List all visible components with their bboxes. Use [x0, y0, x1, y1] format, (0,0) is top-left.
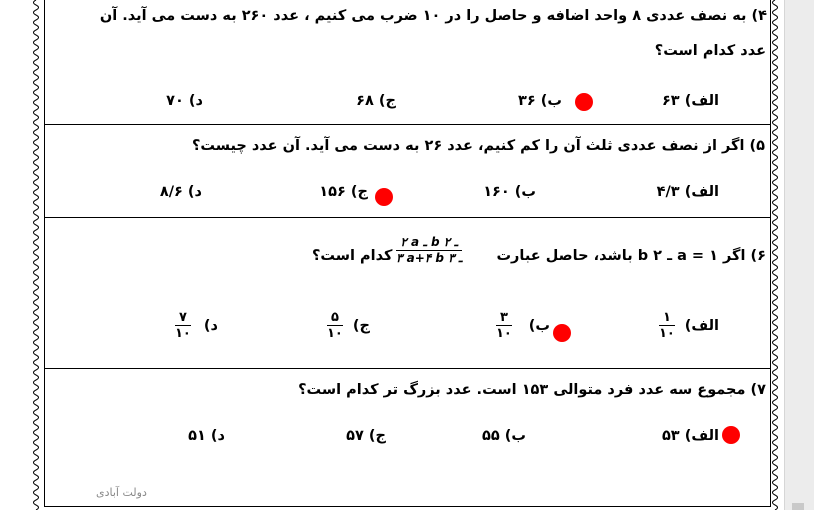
expression-denominator: ۳ a+۴ b ـ ۳: [396, 251, 463, 265]
expression-fraction: [396, 235, 462, 266]
q5-option-c[interactable]: ج) ۱۵۶: [319, 184, 368, 200]
numerator: ۱: [662, 310, 671, 325]
vertical-scrollbar[interactable]: [784, 0, 814, 510]
denominator: ۱۰: [659, 326, 675, 341]
selected-answer-marker: [553, 324, 571, 342]
separator-line: [45, 124, 770, 125]
q6-option-b-fraction: [496, 310, 512, 341]
denominator: ۱۰: [175, 326, 191, 341]
q4-option-d[interactable]: د) ۷۰: [166, 93, 203, 109]
question-6-text-end: کدام است؟: [312, 248, 393, 264]
q7-option-a[interactable]: الف) ۵۳: [661, 428, 719, 444]
q5-option-d[interactable]: د) ۸/۶: [159, 184, 202, 200]
selected-answer-marker: [722, 426, 740, 444]
q5-option-a[interactable]: الف) ۴/۳: [656, 184, 719, 200]
question-7-text: ۷) مجموع سه عدد فرد متوالی ۱۵۳ است. عدد بزرگ تر کدام است؟: [298, 382, 766, 398]
expression-numerator: ۲ a ـ b ـ ۲: [400, 235, 458, 249]
selected-answer-marker: [375, 188, 393, 206]
q6-option-c-label[interactable]: ج): [352, 318, 370, 334]
q4-option-b[interactable]: ب) ۳۶: [518, 93, 562, 109]
q6-option-a-label[interactable]: الف): [684, 318, 719, 334]
question-4-line-2: عدد کدام است؟: [654, 43, 766, 59]
question-6-text-start: ۶) اگر ۱ = a ـ ۲ b باشد، حاصل عبارت: [496, 248, 766, 264]
q6-option-d-fraction: [175, 310, 191, 341]
numerator: ۳: [499, 310, 508, 325]
left-wavy-border: [30, 0, 42, 510]
q5-option-b[interactable]: ب) ۱۶۰: [483, 184, 536, 200]
q6-option-c-fraction: [327, 310, 343, 341]
separator-line: [45, 368, 770, 369]
q6-option-d-label[interactable]: د): [203, 318, 218, 334]
q6-option-a-fraction: [659, 310, 675, 341]
numerator: ۷: [178, 310, 187, 325]
author-footer: دولت آبادی: [96, 486, 147, 499]
q7-option-c[interactable]: ج) ۵۷: [346, 428, 386, 444]
q7-option-b[interactable]: ب) ۵۵: [482, 428, 526, 444]
question-5-text: ۵) اگر از نصف عددی ثلث آن را کم کنیم، عدد ۲۶ به دست می آید. آن عدد چیست؟: [191, 138, 765, 154]
q6-option-b-label[interactable]: ب): [528, 318, 550, 334]
denominator: ۱۰: [327, 326, 343, 341]
scroll-down-arrow-icon[interactable]: [792, 503, 804, 510]
question-4-line-1: ۴) به نصف عددی ۸ واحد اضافه و حاصل را در ۱۰ ضرب می کنیم ، عدد ۲۶۰ به دست می آید. آن: [99, 8, 767, 24]
numerator: ۵: [330, 310, 339, 325]
denominator: ۱۰: [496, 326, 512, 341]
q4-option-c[interactable]: ج) ۶۸: [356, 93, 396, 109]
separator-line: [45, 217, 770, 218]
selected-answer-marker: [575, 93, 593, 111]
q7-option-d[interactable]: د) ۵۱: [188, 428, 225, 444]
q4-option-a[interactable]: الف) ۶۳: [661, 93, 719, 109]
